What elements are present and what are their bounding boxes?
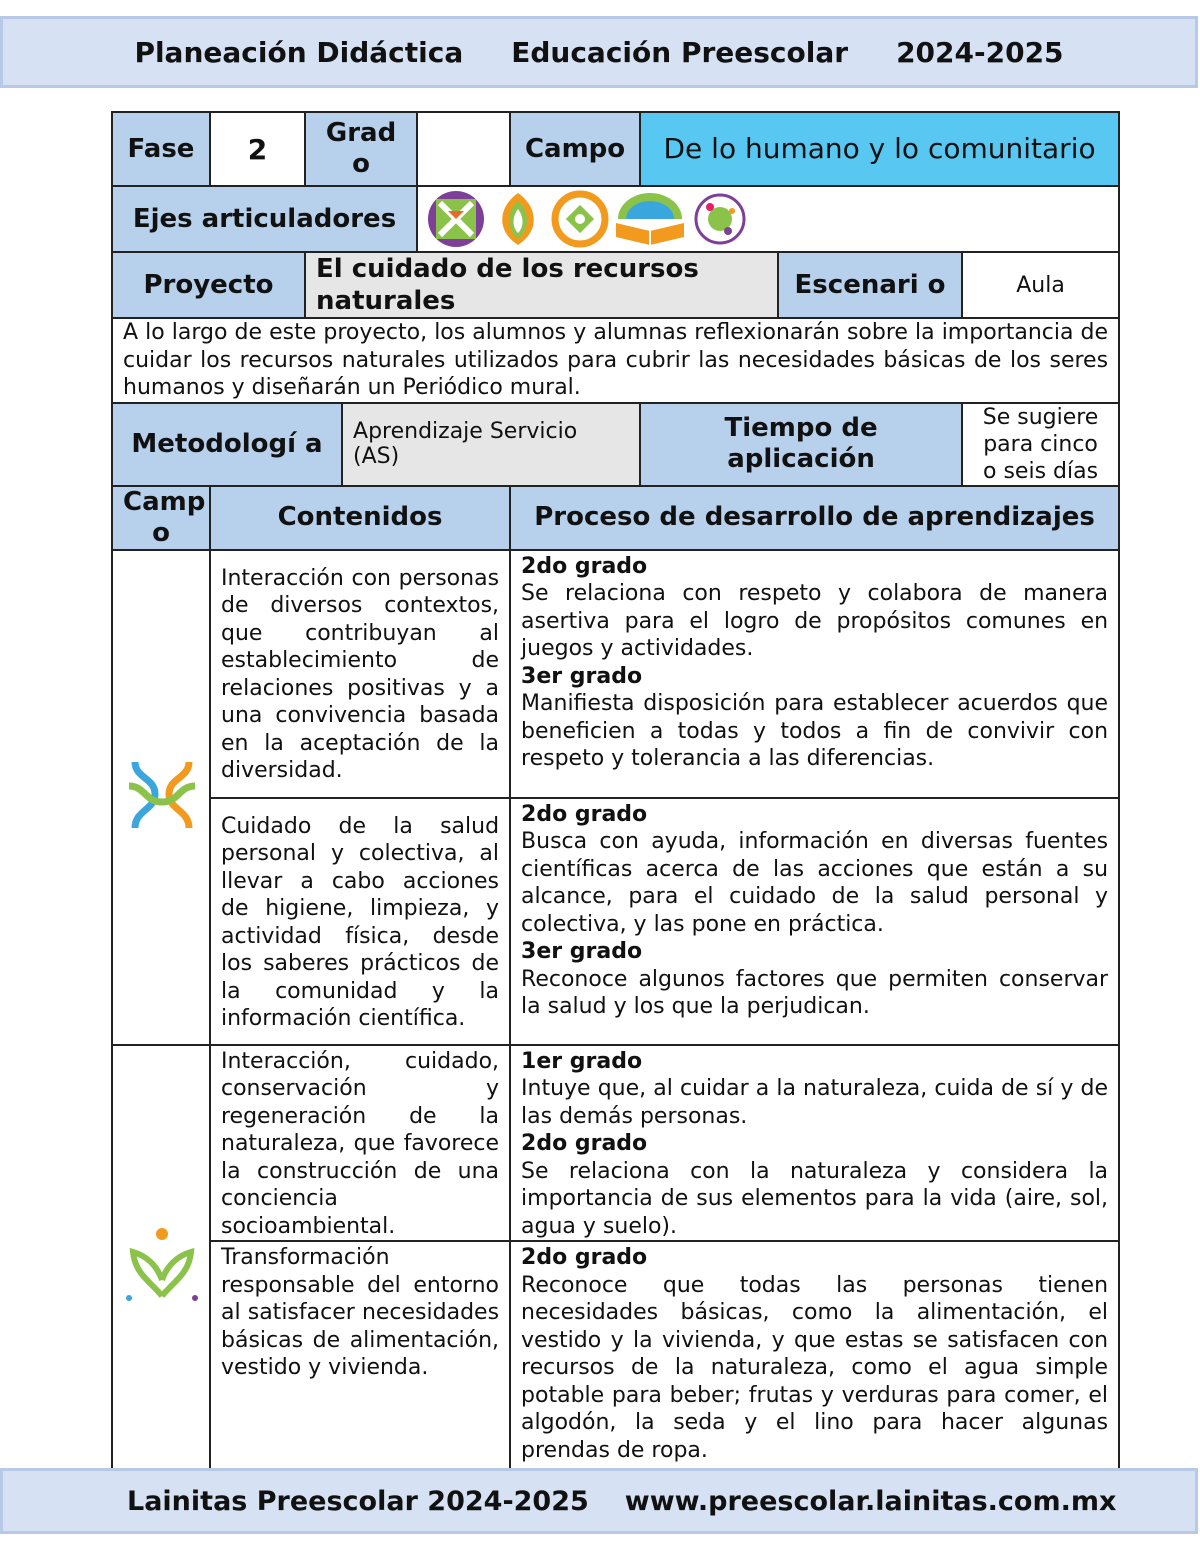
table-row — [112, 798, 1119, 1045]
proceso-2-texto-a: Busca con ayuda, información en diversas fuentes científicas acerca de las acciones que están a su alcance, para el cuidado de la salud personal y colectiva, y las pone en práctica. — [521, 829, 1109, 937]
info-row-metodologia — [112, 403, 1119, 486]
campo-icon-cell — [112, 550, 210, 1045]
proceso-2 — [510, 798, 1119, 1045]
igualdad-genero-icon — [550, 189, 610, 249]
columns-header-row — [112, 486, 1119, 550]
inclusion-icon — [426, 189, 486, 249]
header-title: Planeación Didáctica — [134, 35, 464, 69]
proceso-1-texto-b: Manifiesta disposición para establecer acuerdos que beneficien a todas y todos a fin de convivir con respeto y tolerancia a las diferencias. — [521, 691, 1109, 771]
proceso-1 — [510, 550, 1119, 798]
proceso-1-grado-a: 2do grado — [521, 553, 648, 579]
contenido-3: Interacción, cuidado, conservación y regeneración de la naturaleza, que favorece la construcción de una conciencia socioambiental. — [210, 1045, 510, 1242]
grado-label: Grad o — [305, 112, 417, 186]
proceso-2-grado-b: 3er grado — [521, 939, 643, 964]
col-campo-header: Camp o — [112, 486, 210, 550]
info-row-ejes — [112, 186, 1119, 252]
lectura-escritura-icon — [612, 189, 688, 249]
proceso-3-texto-a: Intuye que, al cuidar a la naturaleza, cuida de sí y de las demás personas. — [521, 1076, 1109, 1129]
ejes-label: Ejes articuladores — [112, 186, 417, 252]
footer-url[interactable]: www.preescolar.lainitas.com.mx — [624, 1485, 1117, 1517]
planning-table — [111, 111, 1120, 1490]
humano-comunitario-icon — [123, 756, 201, 834]
tiempo-value: Se sugiere para cinco o seis días — [962, 403, 1119, 486]
proceso-2-grado-a: 2do grado — [521, 801, 648, 827]
artes-icon — [690, 189, 750, 249]
table-row — [112, 1045, 1119, 1242]
metodologia-label: Metodologí a — [112, 403, 342, 486]
escenario-value: Aula — [962, 252, 1119, 318]
info-row-fase — [112, 112, 1119, 186]
proceso-4 — [510, 1241, 1119, 1489]
proyecto-value: El cuidado de los recursos naturales — [305, 252, 778, 318]
interculturalidad-icon — [488, 189, 548, 249]
campo-icon-cell — [112, 1045, 210, 1490]
header-year: 2024-2025 — [896, 35, 1064, 69]
project-description: A lo largo de este proyecto, los alumnos y alumnas reflexionarán sobre la importancia de cuidar los recursos naturales utilizados para cubrir las necesidades básicas de los seres humanos y diseñarán un Periódico mural. — [112, 318, 1119, 403]
proceso-2-texto-b: Reconoce algunos factores que permiten conservar la salud y los que la perjudican. — [521, 966, 1109, 1019]
proyecto-label: Proyecto — [112, 252, 305, 318]
table-row — [112, 1241, 1119, 1489]
footer-brand: Lainitas Preescolar 2024-2025 — [127, 1485, 589, 1517]
footer-banner — [0, 1468, 1198, 1534]
proceso-1-texto-a: Se relaciona con respeto y colabora de manera asertiva para el logro de propósitos comunes en juegos y actividades. — [521, 581, 1109, 661]
proceso-4-texto-a: Reconoce que todas las personas tienen necesidades básicas, como la alimentación, el vestido y la vivienda, y que estas se satisfacen con recursos de la naturaleza, como el agua simple potable para beber; frutas y verduras para comer, el algodón, la seda y el lino para hacer algunas prendas de ropa. — [521, 1272, 1109, 1463]
info-row-description — [112, 318, 1119, 403]
header-level: Educación Preescolar — [511, 35, 849, 69]
proceso-1-grado-b: 3er grado — [521, 663, 643, 689]
ejes-icons-cell — [417, 186, 1119, 252]
tiempo-label: Tiempo de aplicación — [640, 403, 962, 486]
contenido-1: Interacción con personas de diversos contextos, que contribuyan al establecimiento de relaciones positivas y a una convivencia basada en la aceptación de la diversidad. — [210, 550, 510, 798]
contenido-2: Cuidado de la salud personal y colectiva, al llevar a cabo acciones de higiene, limpieza, y actividad física, desde los saberes prácticos de la comunidad y la información científica. — [210, 798, 510, 1045]
info-row-proyecto — [112, 252, 1119, 318]
proceso-3-grado-b: 2do grado — [521, 1131, 648, 1156]
contenido-4: Transformación responsable del entorno al satisfacer necesidades básicas de alimentación, vestido y vivienda. — [210, 1241, 510, 1489]
fase-value: 2 — [210, 112, 305, 186]
grado-value — [417, 112, 510, 186]
escenario-label: Escenari o — [778, 252, 962, 318]
proceso-3-grado-a: 1er grado — [521, 1048, 643, 1074]
col-contenidos-header: Contenidos — [210, 486, 510, 550]
naturaleza-icon — [123, 1226, 201, 1304]
proceso-3 — [510, 1045, 1119, 1242]
header-banner — [0, 16, 1198, 88]
fase-label: Fase — [112, 112, 210, 186]
campo-value: De lo humano y lo comunitario — [640, 112, 1119, 186]
col-proceso-header: Proceso de desarrollo de aprendizajes — [510, 486, 1119, 550]
metodologia-value: Aprendizaje Servicio (AS) — [342, 403, 640, 486]
campo-label: Campo — [510, 112, 640, 186]
proceso-3-texto-b: Se relaciona con la naturaleza y considera la importancia de sus elementos para la vida (aire, sol, agua y suelo). — [521, 1158, 1109, 1239]
table-row — [112, 550, 1119, 798]
proceso-4-grado-a: 2do grado — [521, 1245, 648, 1270]
